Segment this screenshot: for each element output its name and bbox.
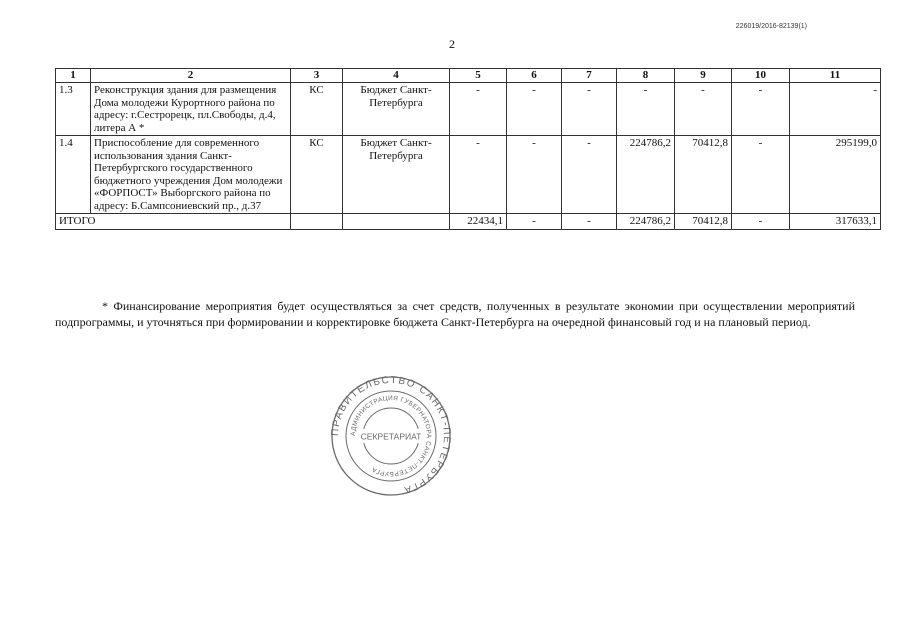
row-type: КС — [291, 83, 343, 136]
column-header: 10 — [732, 69, 790, 83]
funding-table — [55, 68, 881, 230]
row-type: КС — [291, 136, 343, 214]
cell-col6: - — [507, 83, 562, 136]
total-col5: 22434,1 — [450, 214, 507, 230]
page-number: 2 — [449, 37, 455, 51]
stamp-center-text: СЕКРЕТАРИАТ — [360, 431, 422, 442]
column-header: 4 — [343, 69, 450, 83]
table-row — [56, 83, 881, 136]
row-source: Бюджет Санкт-Петербурга — [343, 136, 450, 214]
total-col6: - — [507, 214, 562, 230]
footnote — [55, 298, 855, 330]
column-header: 1 — [56, 69, 91, 83]
table-header-row — [56, 69, 881, 83]
cell-col11: 295199,0 — [790, 136, 881, 214]
column-header: 5 — [450, 69, 507, 83]
cell-col6: - — [507, 136, 562, 214]
cell-col7: - — [562, 136, 617, 214]
cell-col10: - — [732, 83, 790, 136]
cell-col5: - — [450, 136, 507, 214]
cell-col10: - — [732, 136, 790, 214]
column-header: 2 — [91, 69, 291, 83]
table-total-row — [56, 214, 881, 230]
cell-col11: - — [790, 83, 881, 136]
cell-empty — [291, 214, 343, 230]
column-header: 3 — [291, 69, 343, 83]
row-number: 1.3 — [56, 83, 91, 136]
column-header: 6 — [507, 69, 562, 83]
cell-col7: - — [562, 83, 617, 136]
footnote-text: * Финансирование мероприятия будет осуществляться за счет средств, полученных в результате экономии при осуществлении мероприятий подпрограммы, и уточняться при формировании и корректировке бюджета Санкт-Петербурга на очередной финансовый год и на плановый период. — [55, 299, 855, 329]
cell-col8: - — [617, 83, 675, 136]
total-col8: 224786,2 — [617, 214, 675, 230]
column-header: 9 — [675, 69, 732, 83]
column-header: 8 — [617, 69, 675, 83]
stamp-outer-text: ПРАВИТЕЛЬСТВО САНКТ-ПЕТЕРБУРГА — [330, 375, 452, 496]
row-name: Реконструкция здания для размещения Дома молодежи Курортного района по адресу: г.Сестрорецк, пл.Свободы, д.4, литера А * — [91, 83, 291, 136]
secretariat-stamp — [330, 375, 452, 497]
cell-col9: 70412,8 — [675, 136, 732, 214]
total-col9: 70412,8 — [675, 214, 732, 230]
cell-col9: - — [675, 83, 732, 136]
column-header: 7 — [562, 69, 617, 83]
total-col11: 317633,1 — [790, 214, 881, 230]
total-col10: - — [732, 214, 790, 230]
total-label: ИТОГО — [56, 214, 291, 230]
row-name: Приспособление для современного использования здания Санкт-Петербургского государственного бюджетного учреждения Дом молодежи «ФОРПОСТ» Выборгского района по адресу: Б.Сампсониевский пр., д.37 — [91, 136, 291, 214]
cell-empty — [343, 214, 450, 230]
table-row — [56, 136, 881, 214]
stamp-inner-text: АДМИНИСТРАЦИЯ ГУБЕРНАТОРА САНКТ-ПЕТЕРБУРГА — [349, 394, 433, 478]
total-col7: - — [562, 214, 617, 230]
column-header: 11 — [790, 69, 881, 83]
row-source: Бюджет Санкт-Петербурга — [343, 83, 450, 136]
document-id: 226019/2016-82139(1) — [735, 23, 807, 30]
row-number: 1.4 — [56, 136, 91, 214]
cell-col5: - — [450, 83, 507, 136]
cell-col8: 224786,2 — [617, 136, 675, 214]
